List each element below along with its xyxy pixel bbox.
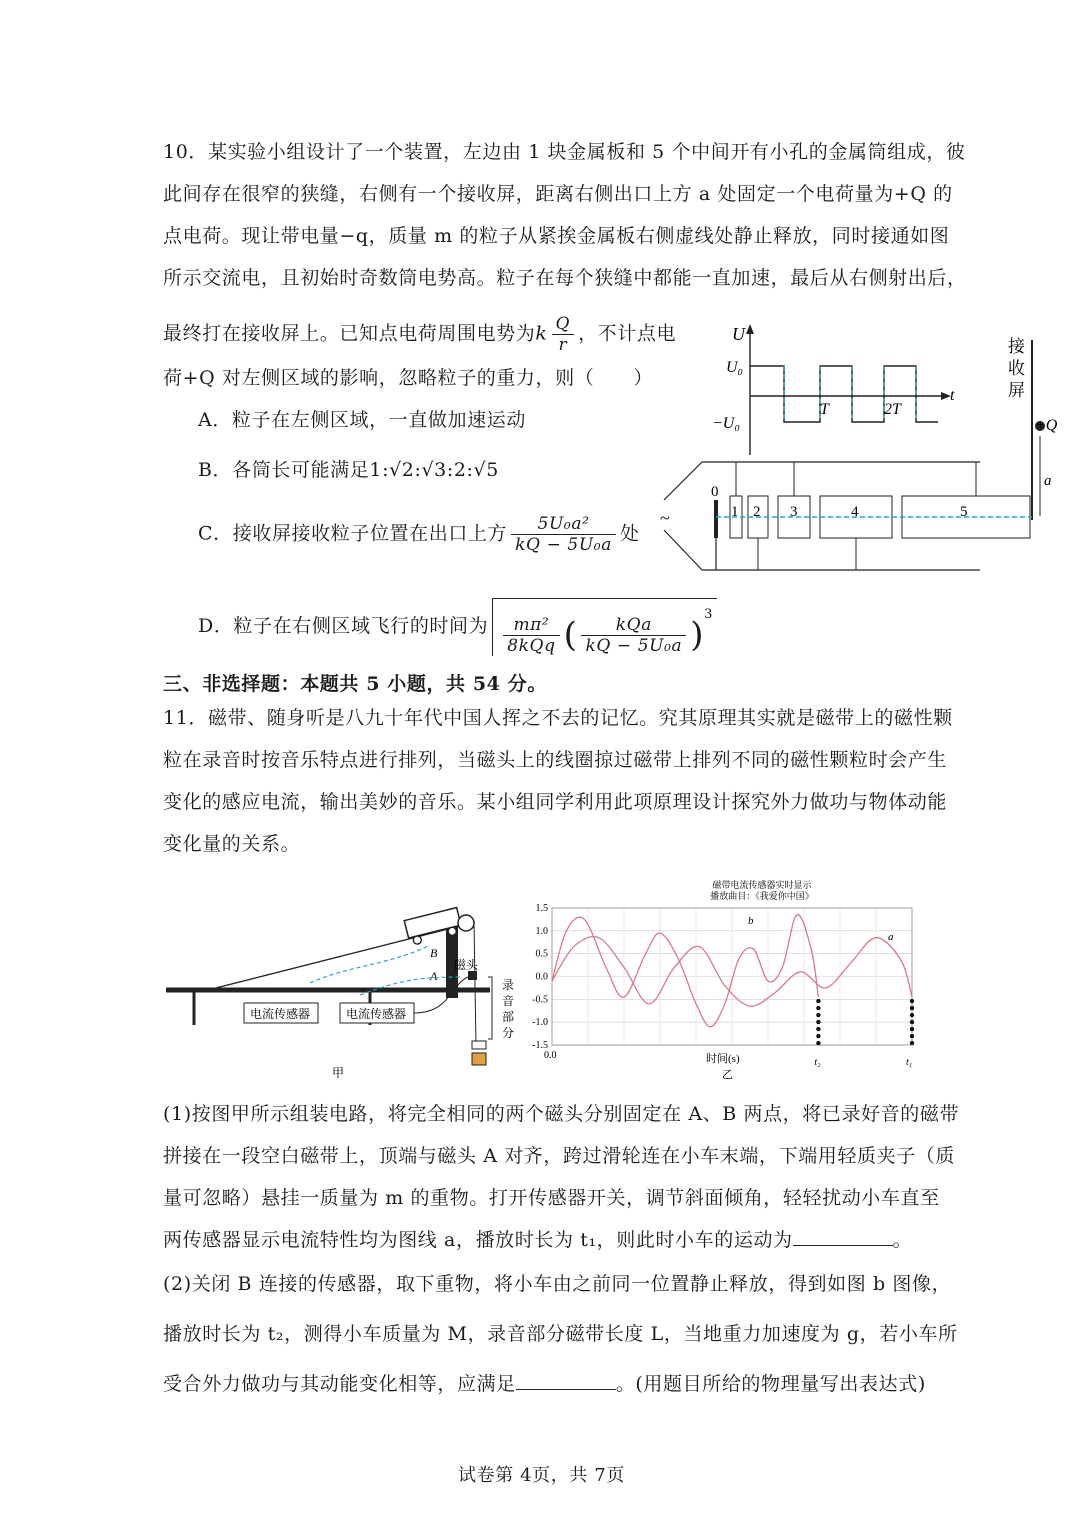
t2-marker-dot — [816, 1006, 820, 1010]
weight — [472, 1053, 486, 1065]
q10-line-5 — [163, 314, 676, 355]
tube-1-label: 1 — [731, 504, 739, 520]
p1-line-3: 量可忽略）悬挂一质量为 m 的重物。打开传感器开关，调节斜面倾角，轻轻扰动小车直至 — [163, 1187, 940, 1209]
t2-label: t₂ — [814, 1057, 821, 1068]
t1-label: t₁ — [906, 1057, 913, 1068]
point-a-label: A — [430, 969, 438, 983]
p1-line-4-end: 。 — [892, 1229, 913, 1251]
pulley — [458, 915, 474, 931]
series-b-label: b — [748, 915, 754, 927]
y-tick-label: 1.0 — [535, 925, 548, 937]
option-b — [198, 456, 499, 484]
series-a-label: a — [888, 931, 894, 943]
y-tick-label: 1.5 — [535, 903, 548, 914]
record-label-1: 录 — [502, 978, 515, 992]
q10-line-5a: 最终打在接收屏上。已知点电荷周围电势为 — [163, 322, 536, 345]
p1-line-1: (1)按图甲所示组装电路，将完全相同的两个磁头分别固定在 A、B 两点，将已录好音的磁带 — [163, 1103, 960, 1125]
p2-line-3-text: 受合外力做功与其动能变化相等，应满足 — [163, 1373, 516, 1395]
tube-5-label: 5 — [960, 504, 968, 520]
frac-den: kQ − 5U₀a — [585, 635, 683, 656]
t1-marker-dot — [910, 1006, 914, 1010]
figure-11-a — [160, 905, 525, 1085]
point-b-label: B — [430, 946, 438, 960]
t2-marker-dot — [816, 1027, 820, 1031]
option-c-text: C．接收屏接收粒子位置在出口上方 — [198, 522, 508, 545]
y-tick-label: -1.0 — [532, 1017, 548, 1029]
figure-11-b-chart — [522, 878, 922, 1083]
y-tick-label: -0.5 — [532, 994, 548, 1006]
option-c-fraction — [511, 514, 616, 555]
p2-line-1: (2)关闭 B 连接的传感器，取下重物，将小车由之前同一位置静止释放，得到如图 b 图像， — [163, 1273, 952, 1295]
screen-label-3: 屏 — [1008, 381, 1025, 400]
t2-marker-dot — [816, 999, 820, 1003]
chart-grid — [552, 908, 912, 1045]
u0-label: U₀ — [726, 359, 744, 376]
q11-line-2: 粒在录音时按音乐特点进行排列，当磁头上的线圈掠过磁带上排列不同的磁性颗粒时会产生 — [163, 749, 948, 771]
2t-mark: 2T — [884, 401, 901, 418]
t1-marker-dot — [910, 1027, 914, 1031]
q10-line-3: 点电荷。现让带电量−q，质量 m 的粒子从紧挨金属板右侧虚线处静止释放，同时接通如图 — [163, 225, 950, 247]
t1-marker-dot — [910, 1013, 914, 1017]
y-tick-label: 0.0 — [535, 971, 548, 983]
q10-line-2: 此间存在很窄的狭缝，右侧有一个接收屏，距离右侧出口上方 a 处固定一个电荷量为+Q 的 — [163, 183, 953, 205]
option-c — [198, 514, 640, 555]
tube-4-label: 4 — [851, 504, 859, 520]
y-tick-label: 0.5 — [535, 948, 548, 960]
chart-title: 磁带电流传感器实时显示 — [712, 880, 812, 890]
distance-label: a — [1044, 473, 1052, 489]
p2-line-3-end: 。(用题目所给的物理量写出表达式) — [615, 1373, 926, 1395]
q10-line-6: 荷+Q 对左侧区域的影响，忽略粒子的重力，则（ ） — [163, 367, 654, 389]
frac-num: kQa — [581, 615, 686, 636]
option-c-tail: 处 — [619, 522, 640, 545]
option-d — [198, 598, 717, 656]
option-d-fraction-1 — [503, 615, 559, 656]
frac-num: mπ² — [503, 615, 559, 636]
exponent: 3 — [704, 607, 713, 622]
t2-marker-dot — [816, 1013, 820, 1017]
tube-2-label: 2 — [753, 504, 761, 520]
tube-3-label: 3 — [790, 504, 798, 520]
q11-line-3: 变化的感应电流，输出美妙的音乐。某小组同学利用此项原理设计探究外力做功与物体动能 — [163, 791, 948, 813]
q11-line-4: 变化量的关系。 — [163, 833, 301, 855]
p1-line-4 — [163, 1226, 912, 1254]
chart-caption: 乙 — [722, 1069, 733, 1081]
figure-10 — [660, 320, 1080, 580]
p2-line-3 — [163, 1370, 926, 1398]
record-label-2: 音 — [502, 994, 515, 1008]
answer-blank-2[interactable] — [516, 1371, 616, 1390]
option-d-fraction-2 — [581, 615, 686, 656]
option-b-text: B．各筒长可能满足 — [198, 459, 370, 481]
frac-num: 5U₀a² — [511, 514, 616, 535]
q11-line-1: 11．磁带、随身听是八九十年代中国人挥之不去的记忆。究其原理其实就是磁带上的磁性颗 — [163, 707, 953, 729]
sqrt-radical: $\frac{\text{mπ²}}{\text{8kQq}}$ ( $\frac{\text{kQa}}{\text{kQ − 5U₀a}}$ )$^3$ — [492, 598, 717, 656]
neg-u0-label: −U₀ — [712, 415, 740, 432]
t1-marker-dot — [910, 1034, 914, 1038]
section-3-heading: 三、非选择题：本题共 5 小题，共 54 分。 — [163, 673, 547, 695]
x-axis-label: 时间(s) — [706, 1053, 740, 1065]
p1-line-2: 拼接在一段空白磁带上，顶端与磁头 A 对齐，跨过滑轮连在小车末端，下端用轻质夹子（质 — [163, 1145, 956, 1167]
page-footer: 试卷第 4页，共 7页 — [458, 1465, 625, 1486]
charge-label: +Q — [1035, 417, 1058, 434]
potential-fraction — [552, 314, 575, 355]
t2-marker-dot — [816, 1041, 820, 1045]
q10-line-1: 10．某实验小组设计了一个装置，左边由 1 块金属板和 5 个中间开有小孔的金属筒组成，彼 — [163, 141, 966, 163]
t-mark: T — [820, 401, 829, 418]
frac-num: Q — [552, 314, 575, 335]
x0-label: 0.0 — [544, 1050, 557, 1061]
q10-line-4: 所示交流电，且初始时奇数筒电势高。粒子在每个狭缝中都能一直加速，最后从右侧射出后， — [163, 267, 967, 289]
y-ticks — [532, 903, 548, 1051]
magnetic-head-label: 磁头 — [454, 958, 479, 972]
sensor-1-label: 电流传感器 — [250, 1007, 311, 1021]
option-d-text: D．粒子在右侧区域飞行的时间为 — [198, 614, 489, 637]
u-axis-label: U — [732, 324, 745, 344]
screen-label-2: 收 — [1008, 359, 1025, 378]
t2-marker-dot — [816, 1020, 820, 1024]
t2-marker-dot — [816, 1034, 820, 1038]
frac-den: kQ − 5U₀a — [515, 535, 612, 555]
square-wave — [750, 366, 938, 422]
frac-den: 8kQq — [507, 635, 556, 656]
option-a: A．粒子在左侧区域，一直做加速运动 — [198, 409, 526, 431]
q10-line-5b: ，不计点电 — [578, 322, 677, 345]
fig-a-caption: 甲 — [332, 1066, 345, 1080]
p2-line-2: 播放时长为 t₂，测得小车质量为 M，录音部分磁带长度 L，当地重力加速度为 g，若小车所 — [163, 1323, 958, 1345]
option-b-math: 1:√2:√3:2:√5 — [369, 459, 499, 481]
t-axis-label: t — [950, 387, 955, 404]
record-label-4: 分 — [502, 1026, 515, 1040]
chart-subtitle: 播放曲目：《我爱你中国》 — [710, 891, 814, 901]
record-label-3: 部 — [502, 1010, 515, 1024]
t1-marker-dot — [910, 1041, 914, 1045]
answer-blank-1[interactable] — [793, 1227, 893, 1246]
q10-k: k — [535, 322, 548, 345]
y-tick-label: -1.5 — [532, 1040, 548, 1051]
p1-line-4-text: 两传感器显示电流特性均为图线 a，播放时长为 t₁，则此时小车的运动为 — [163, 1229, 793, 1251]
t1-marker-dot — [910, 1020, 914, 1024]
ac-source: ~ — [660, 508, 670, 528]
series-b-line — [552, 915, 818, 1027]
plate-label: 0 — [711, 484, 719, 500]
screen-label-1: 接 — [1008, 337, 1025, 356]
frac-den: r — [558, 335, 568, 355]
sensor-2-label: 电流传感器 — [346, 1007, 407, 1021]
t1-marker-dot — [910, 999, 914, 1003]
